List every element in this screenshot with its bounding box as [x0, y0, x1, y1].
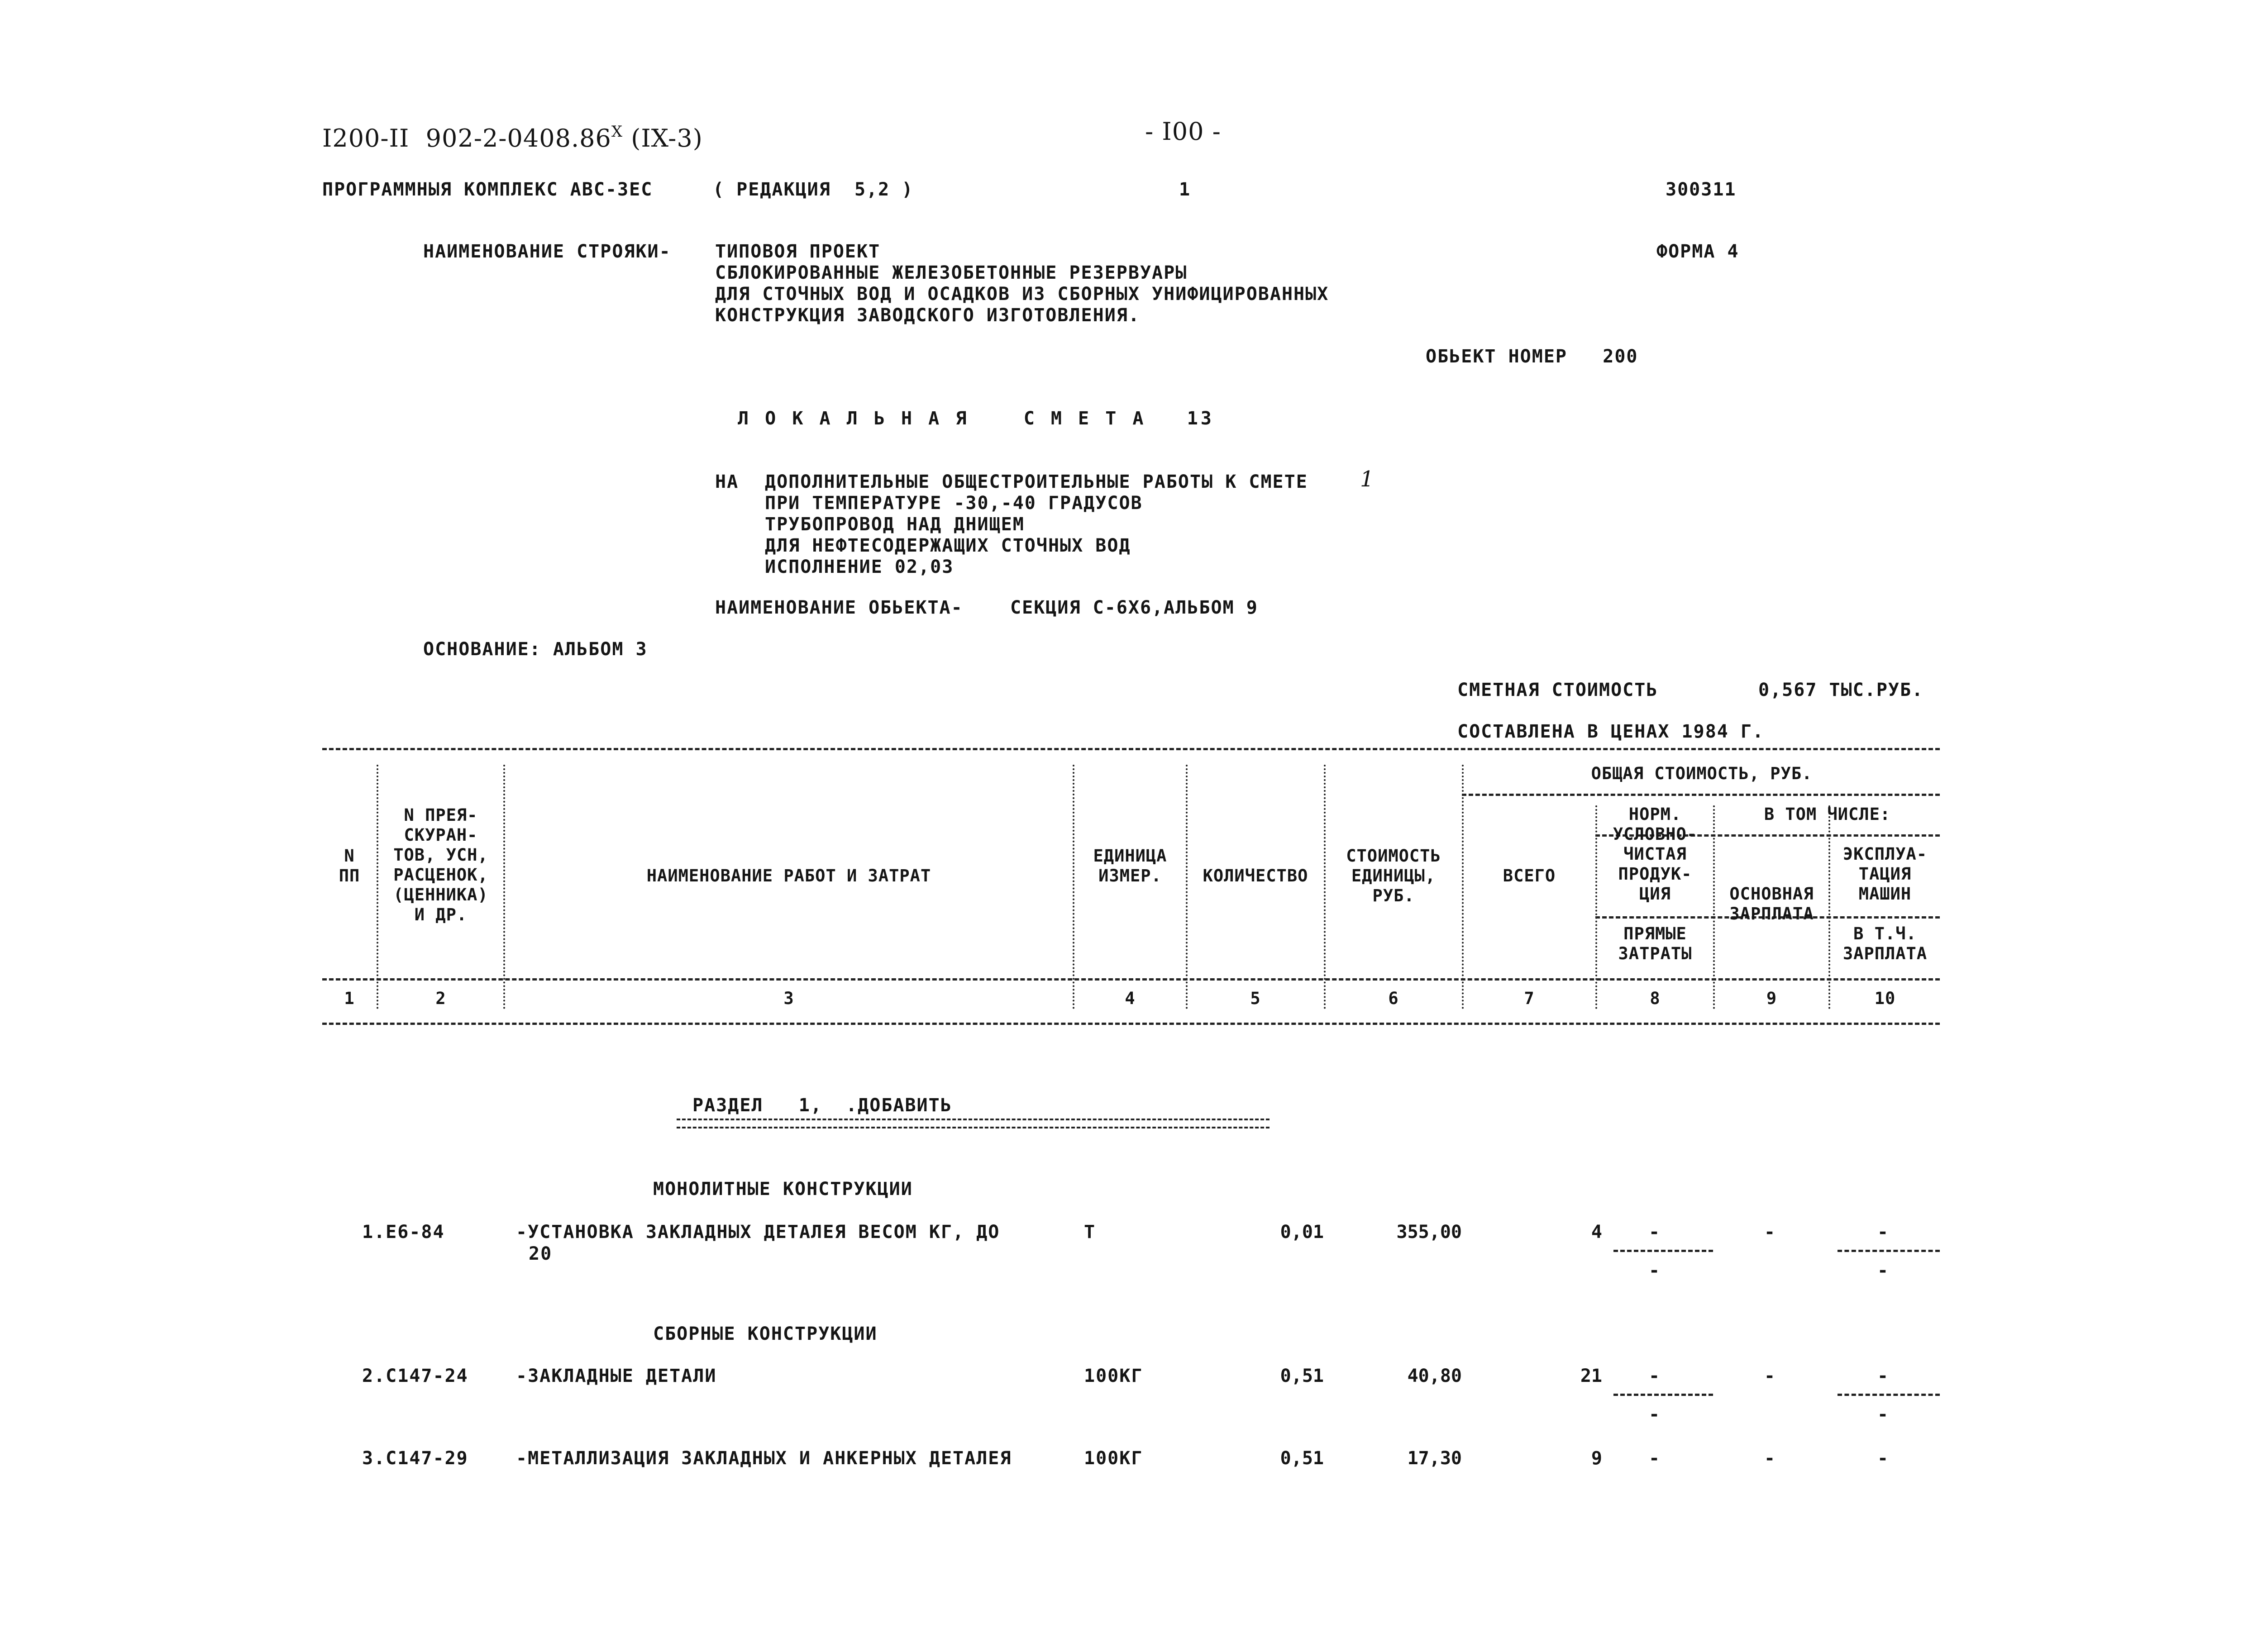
row-split-line [1838, 1394, 1940, 1396]
prices-year: СОСТАВЛЕНА В ЦЕНАХ 1984 Г. [1457, 721, 1765, 742]
doc-code: I200-II $902-2-0408.86^X$ (IX-3) [322, 123, 703, 152]
construction-line: ТИПОВОЯ ПРОЕКТ [715, 241, 881, 262]
row-unit: 100КГ [1084, 1448, 1143, 1469]
row-norm: - [1648, 1448, 1660, 1469]
construction-line: СБЛОКИРОВАННЫЕ ЖЕЛЕЗОБЕТОННЫЕ РЕЗЕРВУАРЫ [715, 262, 1188, 283]
column-number: 5 [1250, 989, 1261, 1008]
purpose-prefix: НА [715, 471, 739, 492]
purpose-line: ПРИ ТЕМПЕРАТУРЕ -30,-40 ГРАДУСОВ [765, 493, 1143, 514]
construction-line: ДЛЯ СТОЧНЫХ ВОД И ОСАДКОВ ИЗ СБОРНЫХ УНИФИЦИРОВАННЫХ [715, 284, 1329, 305]
estimated-cost-value: 0,567 ТЫС.РУБ. [1758, 680, 1924, 700]
sheet-number: 1 [1179, 179, 1191, 200]
header-bottom-rule [322, 978, 1940, 981]
row-price: 355,00 [1396, 1222, 1462, 1243]
row-code: 1.Е6-84 [362, 1222, 445, 1243]
construction-label: НАИМЕНОВАНИЕ СТРОЯКИ- [423, 241, 671, 262]
header-total-cost-group: ОБЩАЯ СТОИМОСТЬ, РУБ. [1591, 764, 1813, 783]
column-number: 10 [1874, 989, 1896, 1008]
col-separator [1462, 765, 1464, 1009]
row-quantity: 0,01 [1280, 1222, 1324, 1243]
row-direct: - [1648, 1404, 1660, 1425]
program-name: ПРОГРАММНЫЯ КОМПЛЕКС АВС-ЗЕС [322, 179, 653, 200]
group-rule [1462, 794, 1940, 796]
header-col-machine-wages: В Т.Ч. ЗАРПЛАТА [1842, 924, 1928, 963]
row-total: 21 [1580, 1366, 1602, 1386]
header-col-code: N ПРЕЯ- СКУРАН- ТОВ, УСН, РАСЦЕНОК, (ЦЕННИКА) И ДР. [393, 805, 488, 924]
col-separator [1073, 765, 1074, 1009]
row-machine-wages: - [1877, 1260, 1889, 1281]
row-quantity: 0,51 [1280, 1448, 1324, 1469]
handwritten-mark: 1 [1360, 467, 1375, 492]
column-number: 4 [1125, 989, 1136, 1008]
row-machine-wages: - [1877, 1404, 1889, 1425]
basis: ОСНОВАНИЕ: АЛЬБОМ 3 [423, 639, 648, 660]
table-top-rule [322, 748, 1940, 750]
row-norm: - [1648, 1366, 1660, 1386]
header-col-norm: НОРМ. УСЛОВНО- ЧИСТАЯ ПРОДУК- ЦИЯ [1613, 805, 1698, 904]
column-number: 2 [435, 989, 446, 1008]
column-number: 3 [783, 989, 794, 1008]
header-col-quantity: КОЛИЧЕСТВО [1203, 866, 1308, 886]
row-split-line [1613, 1250, 1713, 1252]
row-unit: 100КГ [1084, 1366, 1143, 1386]
column-number: 6 [1388, 989, 1399, 1008]
row-split-line [1838, 1250, 1940, 1252]
row-wages: - [1764, 1448, 1775, 1469]
header-col-unit-cost: СТОИМОСТЬ ЕДИНИЦЫ, РУБ. [1346, 846, 1441, 905]
header-col-machines: ЭКСПЛУА- ТАЦИЯ МАШИН [1842, 844, 1928, 904]
object-name: НАИМЕНОВАНИЕ ОБЬЕКТА- СЕКЦИЯ С-6Х6,АЛЬБОМ 9 [715, 597, 1258, 618]
header-col-direct: ПРЯМЫЕ ЗАТРАТЫ [1618, 924, 1692, 963]
row-wages: - [1764, 1366, 1775, 1386]
row-name: -УСТАНОВКА ЗАКЛАДНЫХ ДЕТАЛЕЯ ВЕСОМ КГ, ДО [516, 1222, 1000, 1243]
row-total: 9 [1591, 1448, 1602, 1469]
row-direct: - [1648, 1260, 1660, 1281]
row-name: -ЗАКЛАДНЫЕ ДЕТАЛИ [516, 1366, 717, 1386]
purpose-line: ДОПОЛНИТЕЛЬНЫЕ ОБЩЕСТРОИТЕЛЬНЫЕ РАБОТЫ К СМЕТЕ [765, 471, 1308, 492]
row-machines: - [1877, 1222, 1889, 1243]
column-number: 8 [1650, 989, 1661, 1008]
header-col-total: ВСЕГО [1503, 866, 1556, 886]
row-wages: - [1764, 1222, 1775, 1243]
header-col-wages: ОСНОВНАЯ ЗАРПЛАТА [1729, 884, 1814, 924]
smeta-title: Л О К А Л Ь Н А Я С М Е Т А 13 [738, 408, 1214, 429]
purpose-line: ТРУБОПРОВОД НАД ДНИЩЕМ [765, 514, 1025, 535]
form-label: ФОРМА 4 [1656, 241, 1739, 262]
row-price: 40,80 [1407, 1366, 1462, 1386]
section-title: РАЗДЕЛ 1, .ДОБАВИТЬ [692, 1095, 952, 1116]
group-title: СБОРНЫЕ КОНСТРУКЦИИ [653, 1324, 878, 1344]
header-col-name: НАИМЕНОВАНИЕ РАБОТ И ЗАТРАТ [646, 866, 931, 886]
purpose-line: ИСПОЛНЕНИЕ 02,03 [765, 557, 954, 577]
row-norm: - [1648, 1222, 1660, 1243]
row-machines: - [1877, 1448, 1889, 1469]
group-title: МОНОЛИТНЫЕ КОНСТРУКЦИИ [653, 1179, 913, 1200]
row-split-line [1613, 1394, 1713, 1396]
row-code: 3.С147-29 [362, 1448, 468, 1469]
col-separator [503, 765, 505, 1009]
purpose-line: ДЛЯ НЕФТЕСОДЕРЖАЩИХ СТОЧНЫХ ВОД [765, 535, 1131, 556]
header-col-unit: ЕДИНИЦА ИЗМЕР. [1093, 846, 1167, 886]
row-name: -МЕТАЛЛИЗАЦИЯ ЗАКЛАДНЫХ И АНКЕРНЫХ ДЕТАЛЕЯ [516, 1448, 1012, 1469]
document-code: 300311 [1666, 179, 1737, 200]
col-separator [1828, 805, 1830, 1009]
header-including: В ТОМ ЧИСЛЕ: [1764, 805, 1891, 824]
edition: ( РЕДАКЦИЯ 5,2 ) [713, 179, 914, 200]
numbers-bottom-rule [322, 1023, 1940, 1025]
object-number: ОБЬЕКТ НОМЕР 200 [1426, 346, 1638, 367]
column-number: 1 [344, 989, 355, 1008]
estimated-cost-label: СМЕТНАЯ СТОИМОСТЬ [1457, 680, 1658, 700]
section-underline [677, 1119, 1270, 1128]
row-quantity: 0,51 [1280, 1366, 1324, 1386]
row-unit: Т [1084, 1222, 1096, 1243]
row-machines: - [1877, 1366, 1889, 1386]
construction-line: КОНСТРУКЦИЯ ЗАВОДСКОГО ИЗГОТОВЛЕНИЯ. [715, 305, 1140, 326]
page-number: - I00 - [1145, 117, 1221, 146]
row-name-cont: 20 [529, 1243, 553, 1264]
row-code: 2.С147-24 [362, 1366, 468, 1386]
col-separator [1186, 765, 1188, 1009]
row-price: 17,30 [1407, 1448, 1462, 1469]
column-number: 7 [1524, 989, 1535, 1008]
column-number: 9 [1766, 989, 1777, 1008]
header-col-number: N ПП [339, 846, 360, 886]
row-total: 4 [1591, 1222, 1602, 1243]
